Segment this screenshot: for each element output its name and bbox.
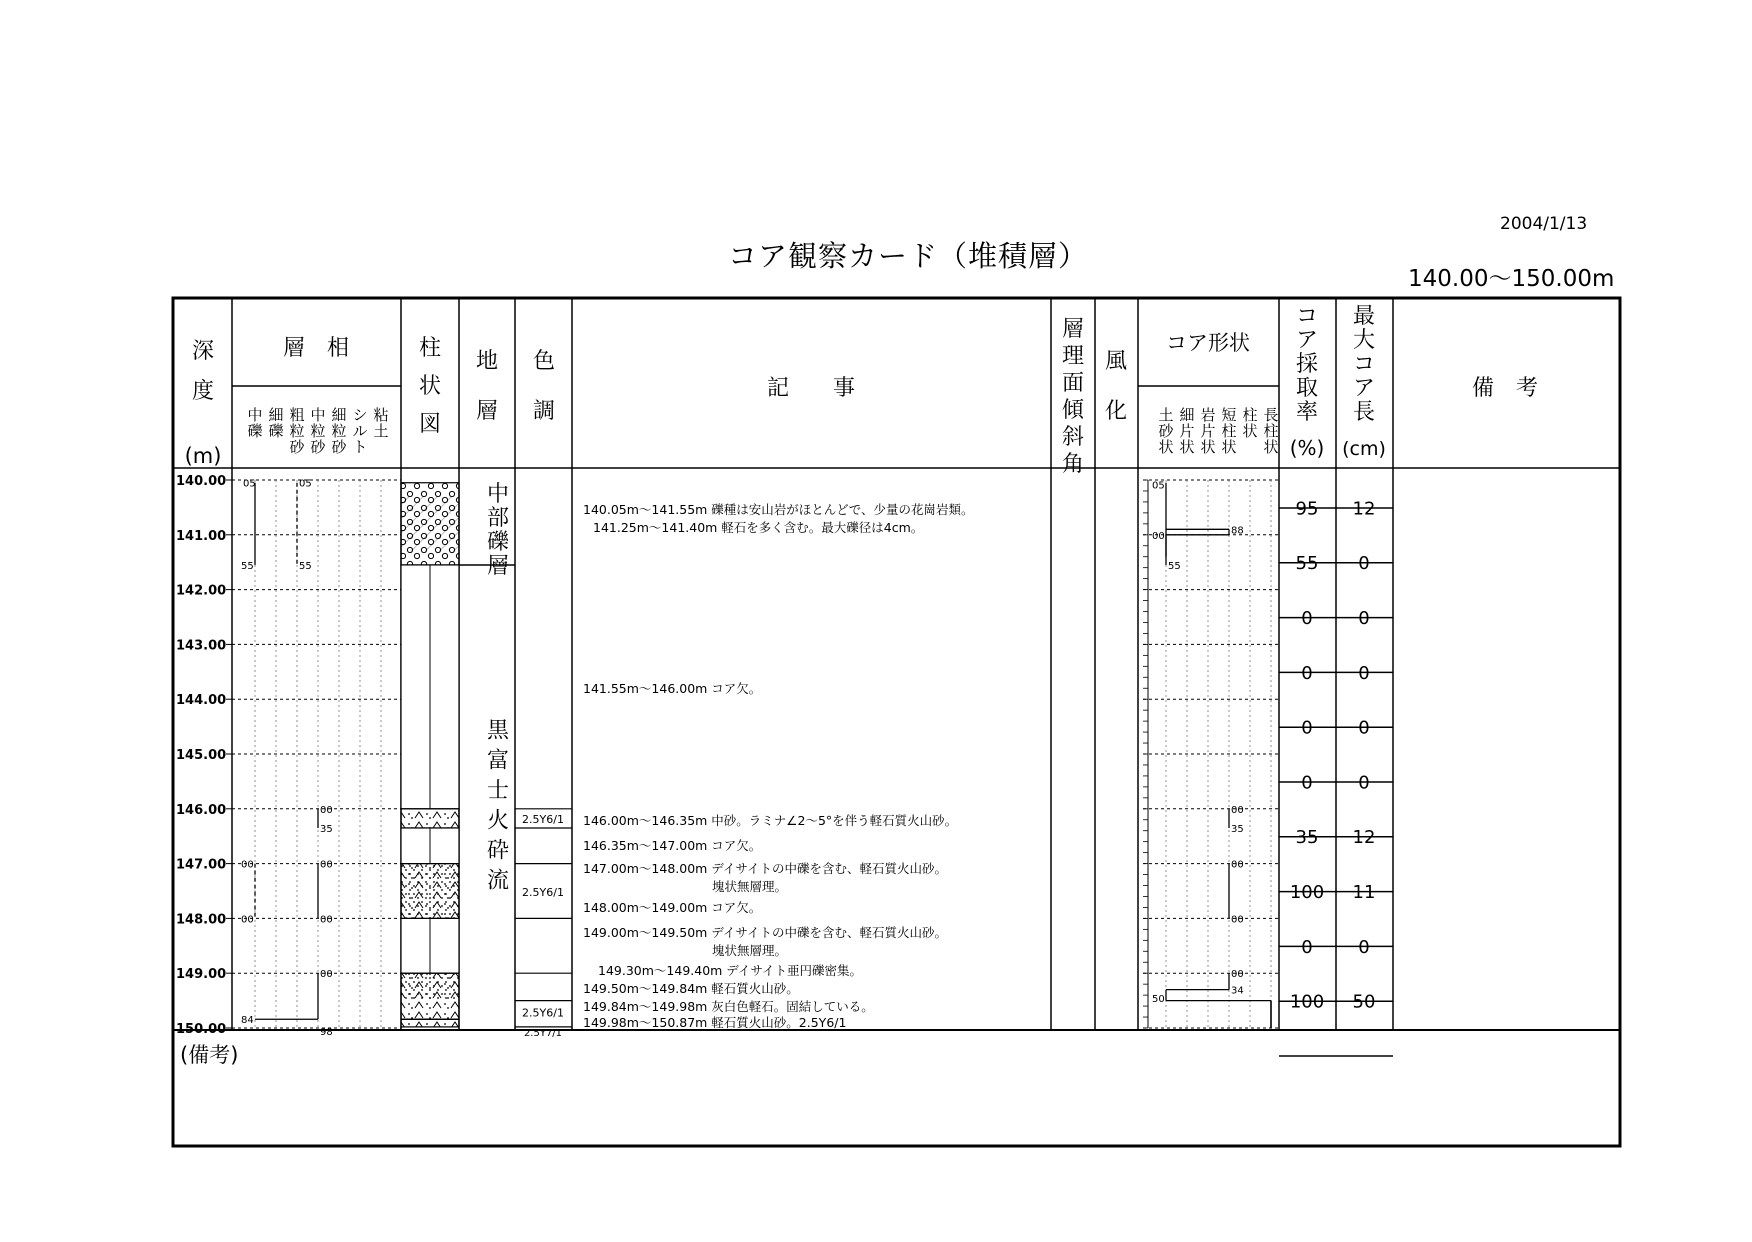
max-core-header: 最	[1352, 304, 1376, 329]
facies-sub-label: 中	[247, 406, 263, 424]
facies-sub-label: 粒	[310, 422, 326, 440]
strata-name: 層	[487, 553, 510, 579]
max-core-value: 50	[1352, 991, 1376, 1013]
core-shape-sub-label: 岩	[1200, 406, 1216, 424]
recovery-header: ア	[1295, 328, 1319, 353]
core-shape-label: 00	[1231, 804, 1244, 816]
color-value: 2.5Y6/1	[522, 813, 564, 827]
color-value: 2.5Y6/1	[522, 886, 564, 899]
page-title: コア観察カード（堆積層）	[728, 239, 1089, 273]
core-shape-label: 88	[1231, 525, 1244, 537]
strata-header: 層	[475, 399, 499, 424]
article-note: 146.35m〜147.00m コア欠。	[583, 838, 762, 853]
recovery-value: 0	[1301, 717, 1313, 739]
facies-sub-label: 細	[268, 406, 284, 424]
depth-tick-label: 142.00	[176, 583, 227, 599]
core-shape-label: 55	[1168, 560, 1181, 572]
depth-tick-label: 141.00	[176, 528, 227, 544]
facies-sub-label: 粘	[373, 406, 389, 424]
facies-label: 05	[299, 478, 312, 490]
depth-tick-label: 145.00	[176, 748, 227, 763]
facies-sub-label: 粗	[289, 406, 305, 424]
facies-sub-label: シ	[352, 406, 368, 424]
facies-label: 98	[320, 1026, 333, 1038]
core-shape-sub-label: 状	[1158, 438, 1174, 456]
strata-name: 火	[487, 808, 510, 834]
facies-sub-label: 礫	[247, 422, 263, 440]
article-note: 148.00m〜149.00m コア欠。	[583, 900, 762, 915]
facies-sub-label: 砂	[331, 438, 347, 456]
bedding-angle-header: 角	[1061, 452, 1085, 477]
facies-label: 00	[320, 969, 333, 981]
facies-sub-label: 礫	[268, 422, 284, 440]
max-core-value: 12	[1352, 827, 1376, 849]
bedding-angle-header: 理	[1061, 344, 1085, 369]
facies-label: 00	[320, 859, 333, 871]
max-core-value: 11	[1352, 882, 1376, 903]
recovery-unit: (%)	[1289, 436, 1325, 460]
core-shape-sub-label: 状	[1263, 438, 1279, 456]
facies-label: 55	[299, 560, 312, 572]
color-value: 2.5Y6/1	[522, 1006, 564, 1020]
core-shape-label: 00	[1152, 530, 1165, 542]
max-core-unit: (cm)	[1342, 438, 1386, 460]
depth-tick-label: 148.00	[176, 912, 227, 928]
core-shape-sub-label: 柱	[1221, 422, 1237, 440]
recovery-value: 100	[1289, 882, 1325, 903]
article-note: 147.00m〜148.00m デイサイトの中礫を含む、軽石質火山砂。	[583, 861, 948, 876]
max-core-value: 0	[1358, 717, 1370, 739]
depth-tick-label: 144.00	[176, 693, 227, 709]
depth-unit: (m)	[184, 444, 222, 468]
weathering-header: 風	[1104, 349, 1128, 374]
facies-label: 00	[320, 804, 333, 816]
strata-name: 中	[487, 481, 510, 507]
depth-tick-label: 143.00	[176, 638, 227, 654]
strata-name: 富	[487, 748, 510, 774]
article-note: 140.05m〜141.55m 礫種は安山岩がほとんどで、少量の花崗岩類。	[583, 502, 974, 517]
facies-label: 00	[241, 914, 254, 926]
max-core-header: コ	[1352, 352, 1376, 377]
core-shape-label: 00	[1231, 859, 1244, 871]
article-note: 141.55m〜146.00m コア欠。	[583, 681, 762, 696]
core-shape-label: 00	[1231, 969, 1244, 981]
depth-tick-label: 150.00	[176, 1022, 227, 1037]
max-core-value: 0	[1358, 936, 1370, 958]
core-shape-sub-label: 土	[1158, 406, 1174, 424]
recovery-value: 0	[1301, 936, 1313, 958]
weathering-header: 化	[1104, 399, 1128, 424]
core-shape-sub-label: 長	[1263, 406, 1279, 424]
depth-tick-label: 147.00	[176, 857, 227, 873]
max-core-header: 大	[1352, 328, 1376, 353]
bedding-angle-header: 層	[1061, 317, 1085, 342]
columnar-header: 状	[418, 374, 442, 399]
color-header: 調	[532, 399, 556, 424]
recovery-value: 0	[1301, 772, 1313, 794]
recovery-header: コ	[1295, 304, 1319, 329]
recovery-header: 採	[1295, 352, 1319, 377]
depth-tick-label: 146.00	[176, 802, 227, 818]
bedding-angle-header: 傾	[1061, 398, 1085, 423]
core-shape-sub-label: 片	[1200, 422, 1216, 440]
recovery-value: 0	[1301, 662, 1313, 684]
recovery-header: 取	[1295, 376, 1319, 401]
recovery-value: 100	[1289, 991, 1325, 1013]
facies-sub-label: 細	[331, 406, 347, 424]
core-shape-sub-label: 状	[1179, 438, 1195, 456]
max-core-value: 0	[1358, 553, 1370, 575]
article-note: 146.00m〜146.35m 中砂。ラミナ∠2〜5°を伴う軽石質火山砂。	[583, 813, 958, 828]
footer-remarks-label: (備考)	[180, 1043, 239, 1067]
facies-sub-label: 中	[310, 406, 326, 424]
depth-tick-label: 140.00	[176, 474, 227, 489]
article-note: 149.50m〜149.84m 軽石質火山砂。	[583, 981, 799, 996]
max-core-value: 0	[1358, 662, 1370, 684]
recovery-header: 率	[1295, 400, 1319, 425]
max-core-value: 12	[1352, 498, 1376, 520]
core-shape-sub-label: 柱	[1263, 422, 1279, 440]
columnar-header: 図	[418, 412, 442, 437]
max-core-value: 0	[1358, 608, 1370, 629]
max-core-header: ア	[1352, 376, 1376, 401]
facies-sub-label: 砂	[289, 438, 305, 456]
depth-header: 深	[191, 339, 215, 364]
strata-name: 流	[487, 868, 510, 894]
core-shape-sub-label: 柱	[1242, 406, 1258, 424]
facies-sub-label: ト	[352, 438, 368, 456]
color-header: 色	[532, 349, 556, 374]
core-shape-sub-label: 短	[1221, 406, 1237, 424]
article-note: 塊状無層理。	[712, 943, 788, 958]
strata-name: 礫	[487, 529, 510, 555]
core-shape-sub-label: 砂	[1158, 422, 1174, 440]
strata-name: 士	[487, 778, 510, 804]
facies-label: 00	[320, 914, 333, 926]
remarks-header: 備 考	[1471, 376, 1539, 401]
core-shape-header: コア形状	[1166, 331, 1250, 355]
core-shape-sub-label: 状	[1242, 422, 1258, 440]
facies-sub-label: 粒	[331, 422, 347, 440]
columnar-sand-dots	[401, 864, 459, 919]
bedding-angle-header: 斜	[1061, 425, 1085, 450]
core-shape-label: 50	[1152, 993, 1165, 1005]
core-shape-sub-label: 状	[1221, 438, 1237, 456]
article-note: 塊状無層理。	[712, 879, 788, 894]
columnar-sand-dots	[401, 973, 459, 1000]
facies-sub-label: 粒	[289, 422, 305, 440]
article-note: 149.84m〜149.98m 灰白色軽石。固結している。	[583, 999, 874, 1014]
strata-name: 黒	[487, 718, 510, 744]
facies-sub-label: 土	[373, 422, 389, 440]
strata-name: 部	[487, 505, 510, 531]
facies-label: 84	[241, 1015, 254, 1027]
facies-sub-label: ル	[352, 422, 368, 440]
facies-label: 00	[241, 859, 254, 871]
facies-label: 55	[241, 560, 254, 572]
core-shape-sub-label: 片	[1179, 422, 1195, 440]
article-note: 149.30m〜149.40m デイサイト亜円礫密集。	[598, 963, 863, 978]
bedding-angle-header: 面	[1061, 371, 1085, 396]
core-shape-sub-label: 状	[1200, 438, 1216, 456]
recovery-value: 0	[1301, 608, 1313, 629]
depth-range: 140.00〜150.00m	[1408, 266, 1615, 292]
recovery-value: 95	[1295, 498, 1319, 520]
core-shape-sub-label: 細	[1179, 406, 1195, 424]
color-value: 2.5Y7/1	[523, 1027, 563, 1039]
article-header: 記 事	[766, 376, 856, 401]
facies-header: 層 相	[282, 336, 350, 361]
max-core-value: 0	[1358, 772, 1370, 794]
core-shape-label: 34	[1231, 985, 1244, 997]
strata-header: 地	[475, 349, 499, 374]
facies-label: 35	[320, 823, 333, 835]
depth-tick-label: 149.00	[176, 967, 227, 983]
columnar-pumice-band	[401, 496, 459, 551]
article-note: 141.25m〜141.40m 軽石を多く含む。最大礫径は4cm。	[593, 520, 924, 535]
max-core-header: 長	[1352, 400, 1376, 425]
columnar-header: 柱	[418, 336, 442, 361]
columnar-pumice-sand	[401, 809, 459, 828]
depth-header: 度	[191, 379, 215, 404]
facies-label: 05	[243, 478, 256, 490]
date-label: 2004/1/13	[1500, 214, 1588, 234]
recovery-value: 55	[1295, 553, 1319, 575]
outer-frame	[173, 298, 1620, 1146]
core-shape-label: 35	[1231, 823, 1244, 835]
article-note: 149.00m〜149.50m デイサイトの中礫を含む、軽石質火山砂。	[583, 925, 948, 940]
facies-sub-label: 砂	[310, 438, 326, 456]
strata-name: 砕	[487, 838, 510, 864]
core-shape-label: 00	[1231, 914, 1244, 926]
article-note: 149.98m〜150.87m 軽石質火山砂。2.5Y6/1	[583, 1015, 847, 1030]
core-shape-label: 05	[1152, 480, 1165, 492]
recovery-value: 35	[1295, 827, 1319, 849]
